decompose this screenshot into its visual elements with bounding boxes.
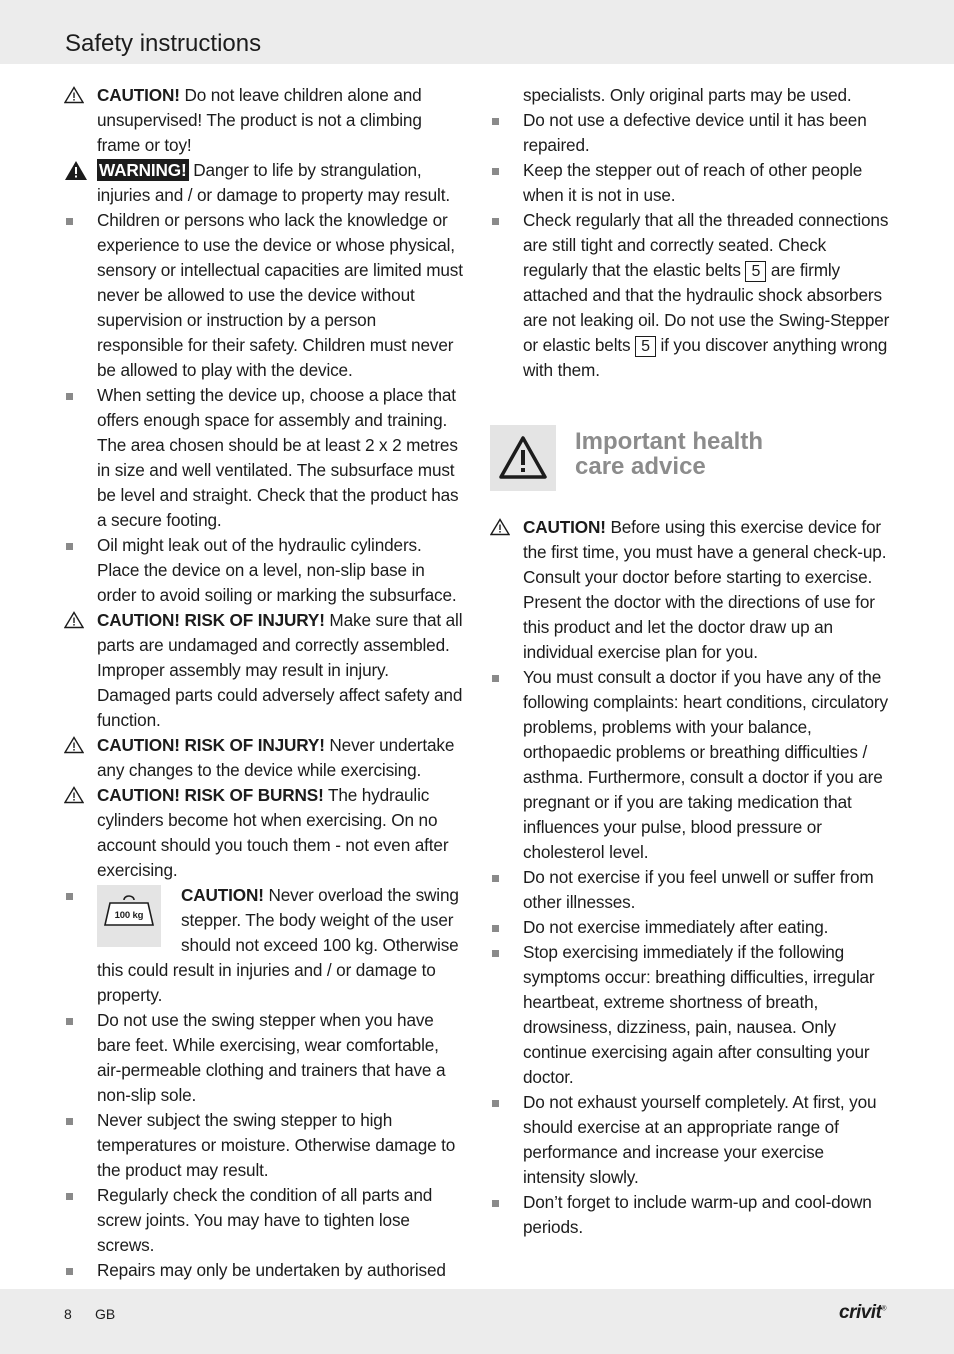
caution-triangle-icon bbox=[64, 86, 84, 104]
item-text: Danger to life by strangulation, injuries and / or damage to property may result. bbox=[97, 160, 450, 205]
item-text: Do not leave children alone and unsupervised! The product is not a climbing frame or toy! bbox=[97, 85, 422, 155]
bullet-square-icon bbox=[492, 950, 499, 957]
continued-text bbox=[490, 83, 890, 108]
bullet-square-icon bbox=[492, 168, 499, 175]
language-code: GB bbox=[95, 1306, 116, 1322]
item-text: are firmly attached and that the hydraulic shock absorbers are not leaking oil. Do not use the Swing-Stepper or elastic belts bbox=[523, 260, 890, 355]
item-text: Stop exercising immediately if the following symptoms occur: breathing difficulties, irregular heartbeat, extreme shortness of breath, drowsiness, dizziness, pain, nausea. Only continue exercising again after consulting your doctor. bbox=[523, 942, 875, 1087]
bullet-square-icon bbox=[492, 1100, 499, 1107]
right-column bbox=[490, 83, 890, 1240]
brand-logo bbox=[839, 1302, 886, 1324]
item-text: You must consult a doctor if you have any of the following complaints: heart conditions, circulatory problems, problems with your balance, orthopaedic problems or breathing difficulties / asthma. Furthermore, consult a doctor if you are pregnant or if you are taking medication that influences your pulse, blood pressure or cholesterol level. bbox=[523, 667, 888, 862]
bullet-item-weight bbox=[64, 883, 464, 1008]
section-heading bbox=[490, 425, 890, 491]
bullet-item bbox=[490, 865, 890, 915]
bullet-item bbox=[490, 1090, 890, 1190]
bullet-square-icon bbox=[66, 893, 73, 900]
part-reference-box: 5 bbox=[745, 261, 766, 282]
item-text: Never subject the swing stepper to high temperatures or moisture. Otherwise damage to the product may result. bbox=[97, 1110, 456, 1180]
item-text: Make sure that all parts are undamaged and correctly assembled. Improper assembly may result in injury. Damaged parts could adversely affect safety and function. bbox=[97, 610, 463, 730]
item-text: specialists. Only original parts may be used. bbox=[523, 85, 852, 105]
caution-label: CAUTION! RISK OF INJURY! bbox=[97, 735, 325, 755]
caution-item bbox=[490, 515, 890, 665]
registered-mark: ® bbox=[881, 1305, 887, 1313]
bullet-item bbox=[64, 533, 464, 608]
bullet-square-icon bbox=[66, 393, 73, 400]
caution-item bbox=[64, 83, 464, 158]
weight-label: 100 kg bbox=[114, 910, 144, 921]
page-number: 8 bbox=[64, 1306, 72, 1322]
bullet-square-icon bbox=[492, 118, 499, 125]
bullet-square-icon bbox=[492, 675, 499, 682]
page-header bbox=[0, 0, 954, 64]
item-text: Regularly check the condition of all parts and screw joints. You may have to tighten lose screws. bbox=[97, 1185, 433, 1255]
caution-triangle-icon bbox=[490, 518, 510, 536]
warning-triangle-icon bbox=[490, 425, 556, 491]
bullet-item bbox=[490, 940, 890, 1090]
warning-item bbox=[64, 158, 464, 208]
item-text: if you discover anything wrong with them. bbox=[523, 335, 888, 380]
weight-100kg-icon bbox=[97, 885, 161, 947]
part-reference-box: 5 bbox=[635, 336, 656, 357]
caution-item bbox=[64, 783, 464, 883]
caution-label: CAUTION! bbox=[523, 517, 606, 537]
warning-label: WARNING! bbox=[99, 160, 187, 180]
item-text: Before using this exercise device for the first time, you must have a general check-up. Consult your doctor before starting to exercise. Present the doctor with the directions of use for this product and let the doctor draw up an individual exercise plan for you. bbox=[523, 517, 887, 662]
item-text: Oil might leak out of the hydraulic cylinders. Place the device on a level, non-slip base in order to avoid soiling or marking the subsurface. bbox=[97, 535, 457, 605]
bullet-item bbox=[490, 1190, 890, 1240]
item-text: Never undertake any changes to the device while exercising. bbox=[97, 735, 455, 780]
caution-label: CAUTION! bbox=[97, 85, 180, 105]
section-title-line: care advice bbox=[575, 453, 706, 480]
item-text: Keep the stepper out of reach of other people when it is not in use. bbox=[523, 160, 863, 205]
bullet-item bbox=[490, 108, 890, 158]
bullet-square-icon bbox=[492, 875, 499, 882]
item-text: Do not exercise if you feel unwell or suffer from other illnesses. bbox=[523, 867, 874, 912]
bullet-item bbox=[64, 1258, 464, 1283]
item-text: Check regularly that all the threaded connections are still tight and correctly seated. Check regularly that the elastic belts bbox=[523, 210, 889, 280]
item-text: Do not use a defective device until it has been repaired. bbox=[523, 110, 867, 155]
bullet-item bbox=[490, 158, 890, 208]
bullet-item bbox=[64, 1183, 464, 1258]
bullet-item bbox=[490, 208, 890, 383]
page-footer bbox=[0, 1289, 954, 1354]
item-text: Do not exercise immediately after eating. bbox=[523, 917, 829, 937]
bullet-item bbox=[490, 915, 890, 940]
caution-label: CAUTION! RISK OF BURNS! bbox=[97, 785, 324, 805]
weight-shape-icon bbox=[97, 885, 161, 947]
page-title: Safety instructions bbox=[65, 30, 262, 57]
item-text: Children or persons who lack the knowledge or experience to use the device or whose physical, sensory or intellectual capacities are limited must never be allowed to use the device without supervision or instruction by a person responsible for their safety. Children must never be allowed to play with the device. bbox=[97, 210, 463, 380]
caution-triangle-icon bbox=[64, 786, 84, 804]
bullet-square-icon bbox=[66, 1118, 73, 1125]
bullet-item bbox=[64, 1108, 464, 1183]
bullet-square-icon bbox=[66, 1193, 73, 1200]
bullet-item bbox=[64, 208, 464, 383]
section-title bbox=[575, 429, 763, 479]
bullet-square-icon bbox=[66, 1018, 73, 1025]
caution-item bbox=[64, 608, 464, 733]
item-text: Don’t forget to include warm-up and cool-down periods. bbox=[523, 1192, 872, 1237]
item-text: The hydraulic cylinders become hot when exercising. On no account should you touch them - not even after exercising. bbox=[97, 785, 449, 880]
brand-name: crivit bbox=[839, 1302, 882, 1323]
bullet-item bbox=[490, 665, 890, 865]
item-text: Never overload the swing stepper. The body weight of the user should not exceed 100 kg. Otherwise this could result in injuries and / or damage to property. bbox=[97, 885, 459, 1005]
bullet-square-icon bbox=[492, 218, 499, 225]
item-text: Do not exhaust yourself completely. At first, you should exercise at an appropriate range of performance and increase your exercise intensity slowly. bbox=[523, 1092, 877, 1187]
left-column bbox=[64, 83, 464, 1283]
bullet-square-icon bbox=[492, 1200, 499, 1207]
item-text: Repairs may only be undertaken by authorised bbox=[97, 1260, 446, 1280]
caution-item bbox=[64, 733, 464, 783]
item-text: Do not use the swing stepper when you have bare feet. While exercising, wear comfortable, air-permeable clothing and trainers that have a non-slip sole. bbox=[97, 1010, 446, 1105]
section-title-line: Important health bbox=[575, 428, 764, 455]
bullet-item bbox=[64, 1008, 464, 1108]
bullet-square-icon bbox=[66, 218, 73, 225]
caution-label: CAUTION! bbox=[181, 885, 264, 905]
caution-triangle-icon bbox=[64, 736, 84, 754]
caution-label: CAUTION! RISK OF INJURY! bbox=[97, 610, 325, 630]
bullet-square-icon bbox=[66, 543, 73, 550]
warning-triangle-icon bbox=[64, 160, 88, 181]
caution-triangle-icon bbox=[64, 611, 84, 629]
item-text: When setting the device up, choose a place that offers enough space for assembly and training. The area chosen should be at least 2 x 2 metres in size and well ventilated. The subsurface must be level and straight. Check that the product has a secure footing. bbox=[97, 385, 459, 530]
bullet-item bbox=[64, 383, 464, 533]
bullet-square-icon bbox=[492, 925, 499, 932]
bullet-square-icon bbox=[66, 1268, 73, 1275]
health-warning-icon bbox=[490, 425, 556, 491]
